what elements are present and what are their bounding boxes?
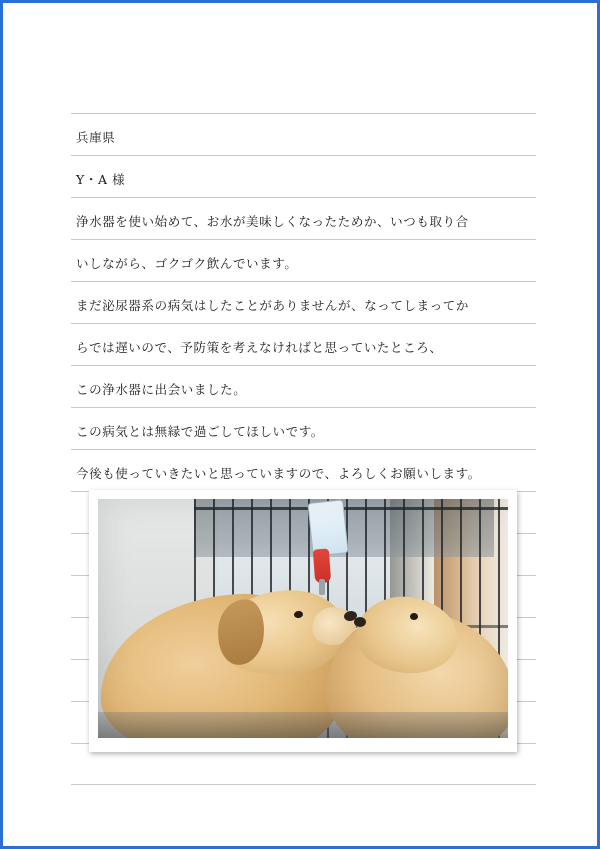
letter-line — [71, 323, 536, 365]
letter-line-text: 今後も使っていきたいと思っていますので、よろしくお願いします。 — [76, 466, 481, 481]
letter-line — [71, 113, 536, 155]
letter-line-text: いしながら、ゴクゴク飲んでいます。 — [76, 256, 298, 271]
letter-line — [71, 365, 536, 407]
letter-line — [71, 197, 536, 239]
letter-line — [71, 407, 536, 449]
letter-line-text: 浄水器を使い始めて、お水が美味しくなったためか、いつも取り合 — [76, 214, 469, 229]
letter-line-text: この浄水器に出会いました。 — [76, 382, 247, 397]
letter-line-text: 兵庫県 — [76, 130, 116, 145]
letter-line — [71, 449, 536, 491]
letter-line — [71, 155, 536, 197]
letter-sheet — [3, 3, 597, 846]
letter-line — [71, 281, 536, 323]
dogs-drinking-photo — [98, 499, 508, 738]
letter-line-text: まだ泌尿器系の病気はしたことがありませんが、なってしまってか — [76, 298, 470, 313]
letter-line — [71, 239, 536, 281]
photo-vignette — [98, 499, 508, 738]
letter-line-text: この病気とは無縁で過ごしてほしいです。 — [76, 424, 324, 439]
letter-line-text: Y・A 様 — [76, 172, 126, 187]
photo-frame — [89, 490, 517, 752]
letter-line-text: らでは遅いので、予防策を考えなければと思っていたところ、 — [76, 340, 443, 355]
